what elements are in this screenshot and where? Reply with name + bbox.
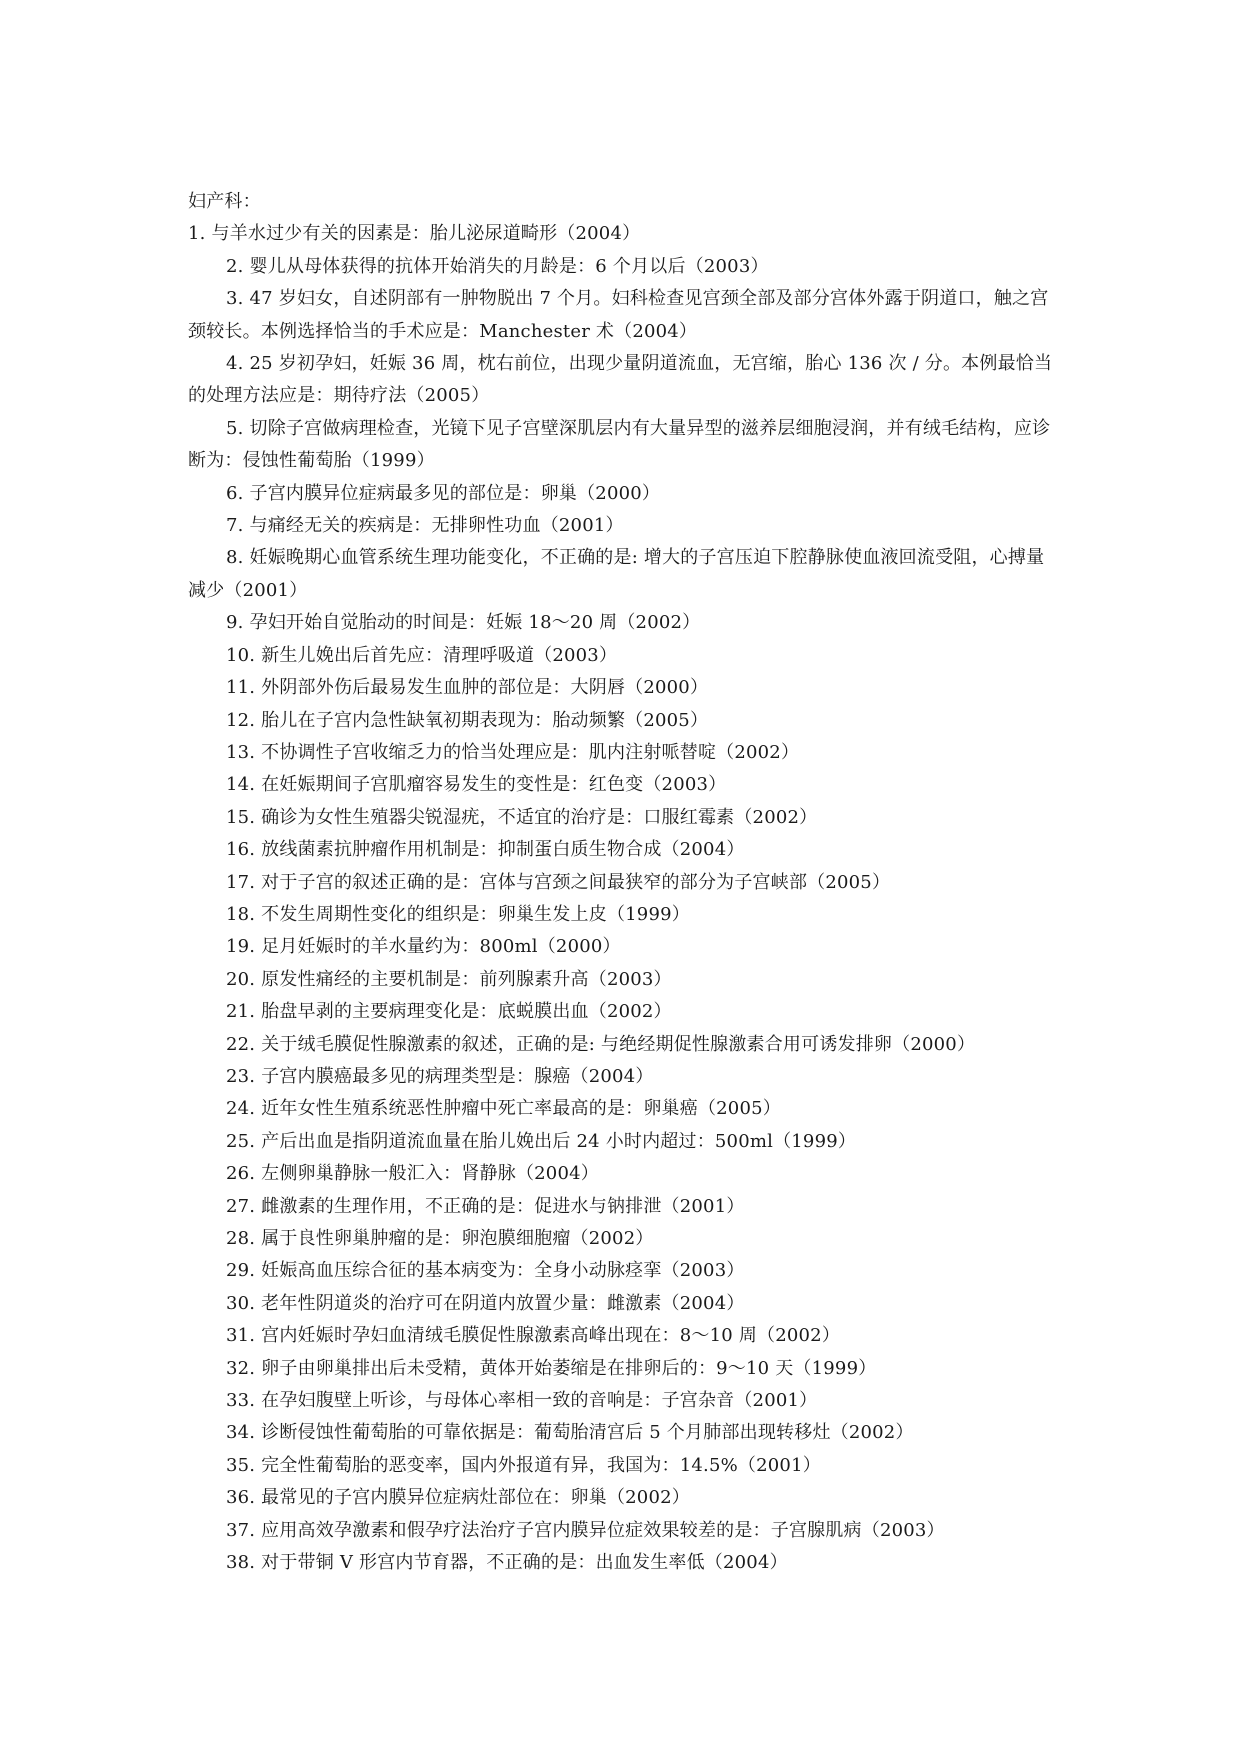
section-heading: 妇产科： — [188, 191, 261, 212]
question-item-12: 12. 胎儿在子宫内急性缺氧初期表现为：胎动频繁（2005） — [226, 709, 709, 731]
question-item-4: 4. 25 岁初孕妇，妊娠 36 周，枕右前位，出现少量阴道流血，无宫缩，胎心 136 次 / 分。本例最恰当的处理方法应是：期待疗法（2005） — [188, 353, 1053, 407]
question-item-36: 36. 最常见的子宫内膜异位症病灶部位在：卵巢（2002） — [226, 1487, 690, 1509]
question-item-1: 1. 与羊水过少有关的因素是：胎儿泌尿道畸形（2004） — [188, 223, 641, 245]
question-item-31: 31. 宫内妊娠时孕妇血清绒毛膜促性腺激素高峰出现在：8～10 周（2002） — [226, 1325, 841, 1347]
question-item-34: 34. 诊断侵蚀性葡萄胎的可靠依据是：葡萄胎清宫后 5 个月肺部出现转移灶（2002） — [226, 1422, 914, 1444]
question-item-30: 30. 老年性阴道炎的治疗可在阴道内放置少量：雌激素（2004） — [226, 1292, 745, 1314]
question-item-20: 20. 原发性痛经的主要机制是：前列腺素升高（2003） — [226, 968, 672, 990]
question-item-29: 29. 妊娠高血压综合征的基本病变为：全身小动脉痉挛（2003） — [226, 1260, 745, 1282]
question-item-24: 24. 近年女性生殖系统恶性肿瘤中死亡率最高的是：卵巢癌（2005） — [226, 1098, 781, 1120]
question-item-37: 37. 应用高效孕激素和假孕疗法治疗子宫内膜异位症效果较差的是：子宫腺肌病（2003） — [226, 1519, 945, 1541]
question-item-19: 19. 足月妊娠时的羊水量约为：800ml（2000） — [226, 936, 621, 958]
question-item-32: 32. 卵子由卵巢排出后未受精，黄体开始萎缩是在排卵后的：9～10 天（1999） — [226, 1357, 877, 1379]
question-item-15: 15. 确诊为女性生殖器尖锐湿疣，不适宜的治疗是：口服红霉素（2002） — [226, 806, 818, 828]
question-item-6: 6. 子宫内膜异位症病最多见的部位是：卵巢（2000） — [226, 482, 661, 504]
question-item-14: 14. 在妊娠期间子宫肌瘤容易发生的变性是：红色变（2003） — [226, 774, 727, 796]
question-item-3: 3. 47 岁妇女，自述阴部有一肿物脱出 7 个月。妇科检查见宫颈全部及部分宫体外露于阴道口，触之宫颈较长。本例选择恰当的手术应是：Manchester 术（2004） — [188, 288, 1049, 342]
question-item-38: 38. 对于带铜 V 形宫内节育器，不正确的是：出血发生率低（2004） — [226, 1552, 788, 1574]
question-item-13: 13. 不协调性子宫收缩乏力的恰当处理应是：肌内注射哌替啶（2002） — [226, 741, 800, 763]
question-item-33: 33. 在孕妇腹壁上听诊，与母体心率相一致的音响是：子宫杂音（2001） — [226, 1390, 818, 1412]
question-item-23: 23. 子宫内膜癌最多见的病理类型是：腺癌（2004） — [226, 1065, 654, 1087]
question-item-28: 28. 属于良性卵巢肿瘤的是：卵泡膜细胞瘤（2002） — [226, 1228, 654, 1249]
question-item-18: 18. 不发生周期性变化的组织是：卵巢生发上皮（1999） — [226, 903, 690, 925]
document-body — [188, 186, 1058, 1579]
question-item-8: 8. 妊娠晚期心血管系统生理功能变化，不正确的是: 增大的子宫压迫下腔静脉使血液回流受阻，心搏量减少（2001） — [188, 547, 1045, 601]
question-item-22: 22. 关于绒毛膜促性腺激素的叙述，正确的是: 与绝经期促性腺激素合用可诱发排卵（2000） — [226, 1033, 976, 1055]
question-item-27: 27. 雌激素的生理作用，不正确的是：促进水与钠排泄（2001） — [226, 1195, 745, 1217]
question-item-25: 25. 产后出血是指阴道流血量在胎儿娩出后 24 小时内超过：500ml（1999） — [226, 1130, 857, 1152]
question-item-17: 17. 对于子宫的叙述正确的是：宫体与宫颈之间最狭窄的部分为子宫峡部（2005） — [226, 871, 891, 893]
question-item-9: 9. 孕妇开始自觉胎动的时间是：妊娠 18～20 周（2002） — [226, 612, 701, 634]
question-item-10: 10. 新生儿娩出后首先应：清理呼吸道（2003） — [226, 644, 618, 666]
question-item-26: 26. 左侧卵巢静脉一般汇入：肾静脉（2004） — [226, 1163, 599, 1185]
question-item-5: 5. 切除子宫做病理检查，光镜下见子宫壁深肌层内有大量异型的滋养层细胞浸润，并有绒毛结构，应诊断为：侵蚀性葡萄胎（1999） — [188, 417, 1051, 472]
question-item-11: 11. 外阴部外伤后最易发生血肿的部位是：大阴唇（2000） — [226, 677, 709, 699]
question-item-35: 35. 完全性葡萄胎的恶变率，国内外报道有异，我国为：14.5%（2001） — [226, 1454, 821, 1476]
question-item-16: 16. 放线菌素抗肿瘤作用机制是：抑制蛋白质生物合成（2004） — [226, 839, 745, 861]
question-item-21: 21. 胎盘早剥的主要病理变化是：底蜕膜出血（2002） — [226, 1001, 672, 1023]
question-item-7: 7. 与痛经无关的疾病是：无排卵性功血（2001） — [226, 515, 624, 537]
question-item-2: 2. 婴儿从母体获得的抗体开始消失的月龄是：6 个月以后（2003） — [226, 255, 769, 277]
